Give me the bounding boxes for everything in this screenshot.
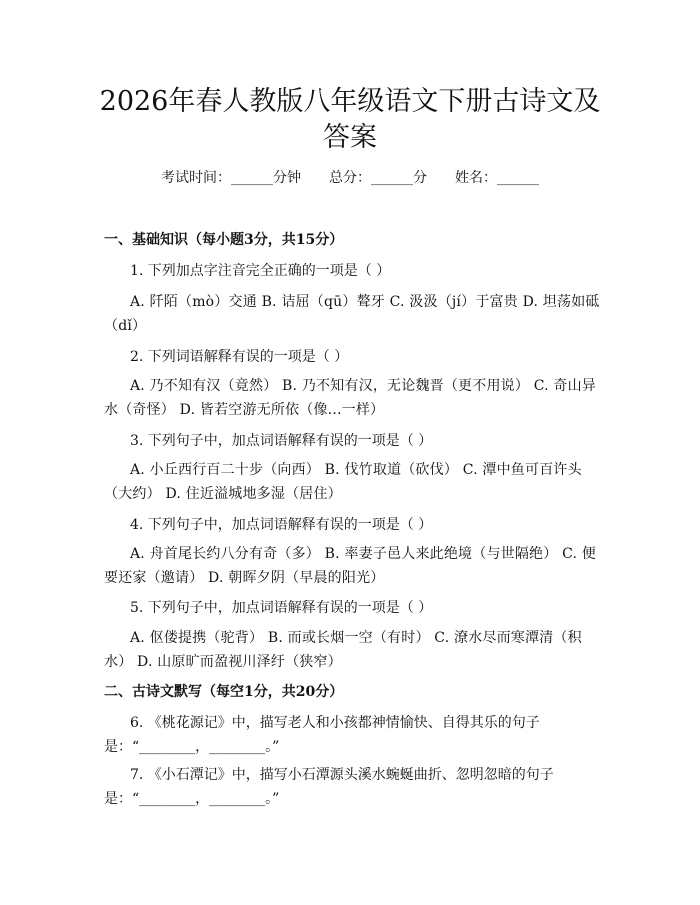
section-heading: 一、基础知识（每小题3分，共15分）	[104, 232, 344, 248]
question-stem: 3. 下列句子中，加点词语解释有误的一项是（ ）	[130, 433, 433, 449]
question-options: A. 伛偻提携（驼背） B. 而或长烟一空（有时） C. 潦水尽而寒潭清（积水） D. 山原旷而盈视川泽纡（狭窄）	[104, 630, 582, 670]
question-stem: 5. 下列句子中，加点词语解释有误的一项是（ ）	[130, 600, 433, 616]
section-heading: 二、古诗文默写（每空1分，共20分）	[104, 684, 344, 700]
question-options: A. 乃不知有汉（竟然） B. 乃不知有汉，无论魏晋（更不用说） C. 奇山异水（奇怪） D. 皆若空游无所依（像...一样）	[104, 378, 597, 418]
question-options: A. 阡陌（mò）交通 B. 诘屈（qū）聱牙 C. 汲汲（jí）于富贵 D. 坦荡如砥（dǐ）	[104, 294, 600, 334]
question-stem: 4. 下列句子中，加点词语解释有误的一项是（ ）	[130, 517, 433, 533]
exam-info	[0, 168, 700, 188]
question-stem: 2. 下列词语解释有误的一项是（ ）	[130, 349, 349, 365]
question-options: A. 舟首尾长约八分有奇（多） B. 率妻子邑人来此绝境（与世隔绝） C. 便要还家（邀请） D. 朝晖夕阴（早晨的阳光）	[104, 546, 597, 586]
total-score-field: 总分：______分	[329, 170, 427, 186]
question-options: A. 小丘西行百二十步（向西） B. 伐竹取道（砍伐） C. 潭中鱼可百许头（大约） D. 住近溢城地多湿（居住）	[104, 462, 582, 502]
exam-time-field: 考试时间：______分钟	[161, 170, 301, 186]
question-stem: 7. 《小石潭记》中，描写小石潭源头溪水蜿蜒曲折、忽明忽暗的句子是：“________，________。”	[104, 767, 554, 807]
question-stem: 1. 下列加点字注音完全正确的一项是（ ）	[130, 263, 391, 279]
student-name-field: 姓名：______	[455, 170, 539, 186]
page-title: 2026年春人教版八年级语文下册古诗文及答案	[99, 86, 601, 153]
question-stem: 6. 《桃花源记》中，描写老人和小孩都神情愉快、自得其乐的句子是：“________，________。”	[104, 715, 540, 755]
